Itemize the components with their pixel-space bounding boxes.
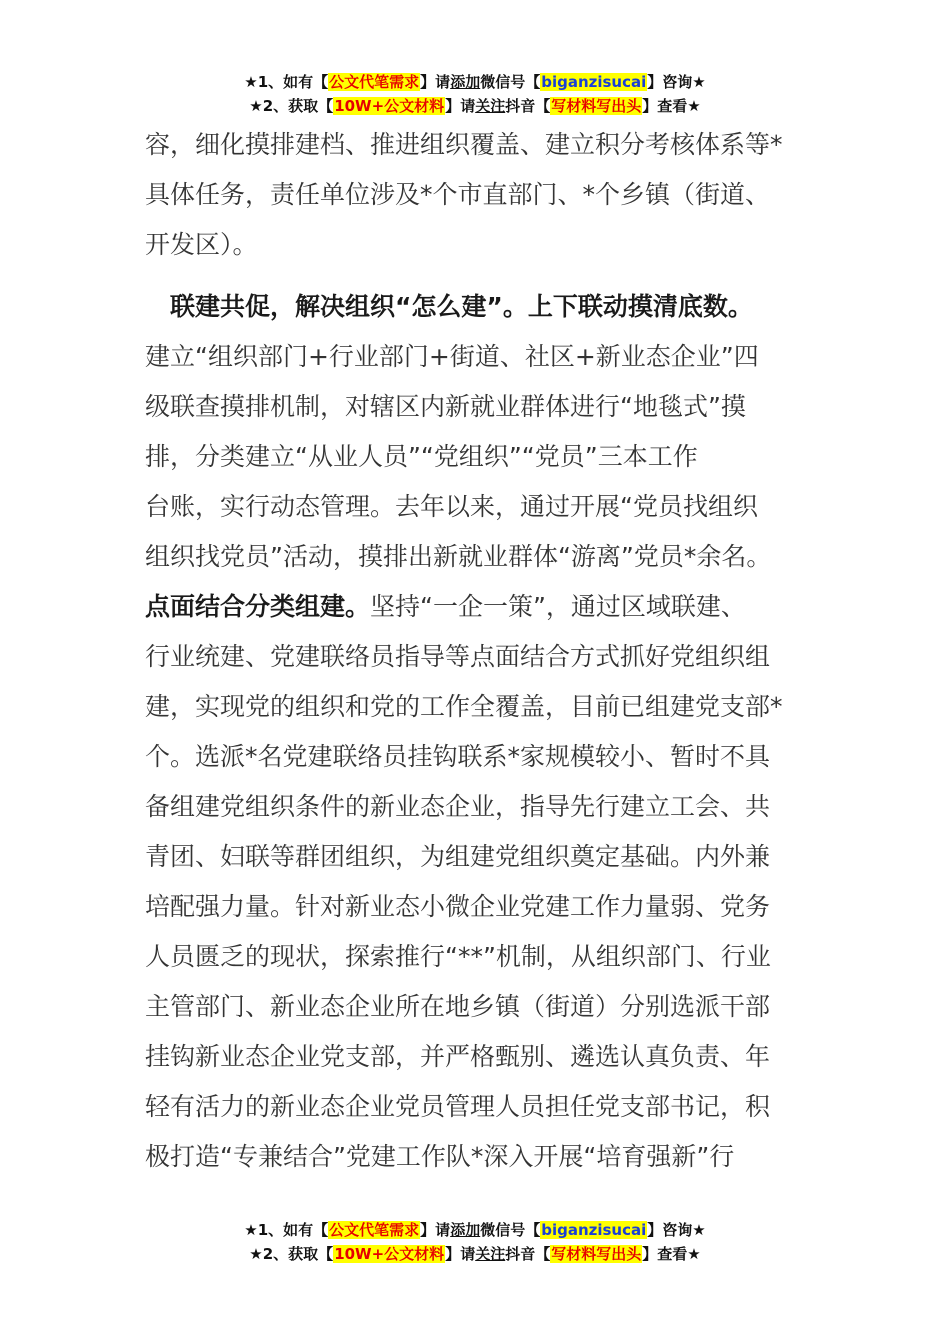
banner-highlight: 公文代笔需求 <box>329 73 420 91</box>
banner-text: ★2、获取【 <box>249 1245 334 1263</box>
banner-text: 】查看★ <box>642 1245 701 1263</box>
banner-douyin-id: 写材料写出头 <box>551 1245 642 1263</box>
text-line: 备组建党组织条件的新业态企业，指导先行建立工会、共 <box>145 792 771 821</box>
text-line: 级联查摸排机制，对辖区内新就业群体进行“地毯式”摸 <box>145 392 746 421</box>
text-span: 坚持“一企一策”，通过区域联建、 <box>370 592 746 621</box>
document-body <box>145 120 825 1182</box>
banner-text: 】请 <box>420 73 451 91</box>
text-line: 容，细化摸排建档、推进组织覆盖、建立积分考核体系等* <box>145 130 783 159</box>
banner-douyin-id: 写材料写出头 <box>551 97 642 115</box>
banner-line-1 <box>0 70 950 94</box>
banner-line-1 <box>0 1218 950 1242</box>
text-line: 具体任务，责任单位涉及*个市直部门、*个乡镇（街道、 <box>145 180 771 209</box>
banner-highlight: 10W+公文材料 <box>334 1245 445 1263</box>
banner-underlined: 关注 <box>475 97 506 115</box>
banner-text: 】咨询★ <box>647 73 706 91</box>
text-line: 建立“组织部门+行业部门+街道、社区+新业态企业”四 <box>145 342 759 371</box>
banner-text: 微信号【 <box>480 1221 541 1239</box>
banner-highlight: 10W+公文材料 <box>334 97 445 115</box>
text-line: 轻有活力的新业态企业党员管理人员担任党支部书记，积 <box>145 1092 771 1121</box>
footer-banner <box>0 1218 950 1266</box>
banner-text: 】请 <box>420 1221 451 1239</box>
banner-underlined: 关注 <box>475 1245 506 1263</box>
banner-highlight: 公文代笔需求 <box>329 1221 420 1239</box>
banner-text: 】查看★ <box>642 97 701 115</box>
header-banner <box>0 70 950 118</box>
text-line: 组织找党员”活动，摸排出新就业群体“游离”党员*余名。 <box>145 542 772 571</box>
text-line: 青团、妇联等群团组织，为组建党组织奠定基础。内外兼 <box>145 842 771 871</box>
banner-underlined: 添加 <box>450 73 481 91</box>
banner-text: ★2、获取【 <box>249 97 334 115</box>
text-line: 排，分类建立“从业人员”“党组织”“党员”三本工作 <box>145 442 698 471</box>
text-line: 人员匮乏的现状，探索推行“**”机制，从组织部门、行业 <box>145 942 771 971</box>
banner-text: 微信号【 <box>480 73 541 91</box>
text-line: 培配强力量。针对新业态小微企业党建工作力量弱、党务 <box>145 892 771 921</box>
banner-text: 抖音【 <box>505 1245 551 1263</box>
banner-wechat-id: biganzisucai <box>541 73 647 91</box>
banner-line-2 <box>0 94 950 118</box>
banner-text: ★1、如有【 <box>244 73 329 91</box>
text-line: 极打造“专兼结合”党建工作队*深入开展“培育强新”行 <box>145 1142 735 1171</box>
text-line: 挂钩新业态企业党支部，并严格甄别、遴选认真负责、年 <box>145 1042 771 1071</box>
text-line: 主管部门、新业态企业所在地乡镇（街道）分别选派干部 <box>145 992 771 1021</box>
banner-line-2 <box>0 1242 950 1266</box>
banner-text: 】请 <box>445 1245 476 1263</box>
text-line <box>145 582 825 632</box>
banner-wechat-id: biganzisucai <box>541 1221 647 1239</box>
text-line: 建，实现党的组织和党的工作全覆盖，目前已组建党支部* <box>145 692 783 721</box>
section-heading: 联建共促，解决组织“怎么建”。上下联动摸清底数。 <box>145 292 753 321</box>
banner-text: 抖音【 <box>505 97 551 115</box>
banner-text: 】请 <box>445 97 476 115</box>
text-line: 行业统建、党建联络员指导等点面结合方式抓好党组织组 <box>145 642 771 671</box>
banner-text: ★1、如有【 <box>244 1221 329 1239</box>
text-line: 个。选派*名党建联络员挂钩联系*家规模较小、暂时不具 <box>145 742 771 771</box>
subheading: 点面结合分类组建。 <box>145 592 371 621</box>
banner-text: 】咨询★ <box>647 1221 706 1239</box>
text-line: 开发区）。 <box>145 230 258 259</box>
text-line: 台账，实行动态管理。去年以来，通过开展“党员找组织 <box>145 492 758 521</box>
banner-underlined: 添加 <box>450 1221 481 1239</box>
